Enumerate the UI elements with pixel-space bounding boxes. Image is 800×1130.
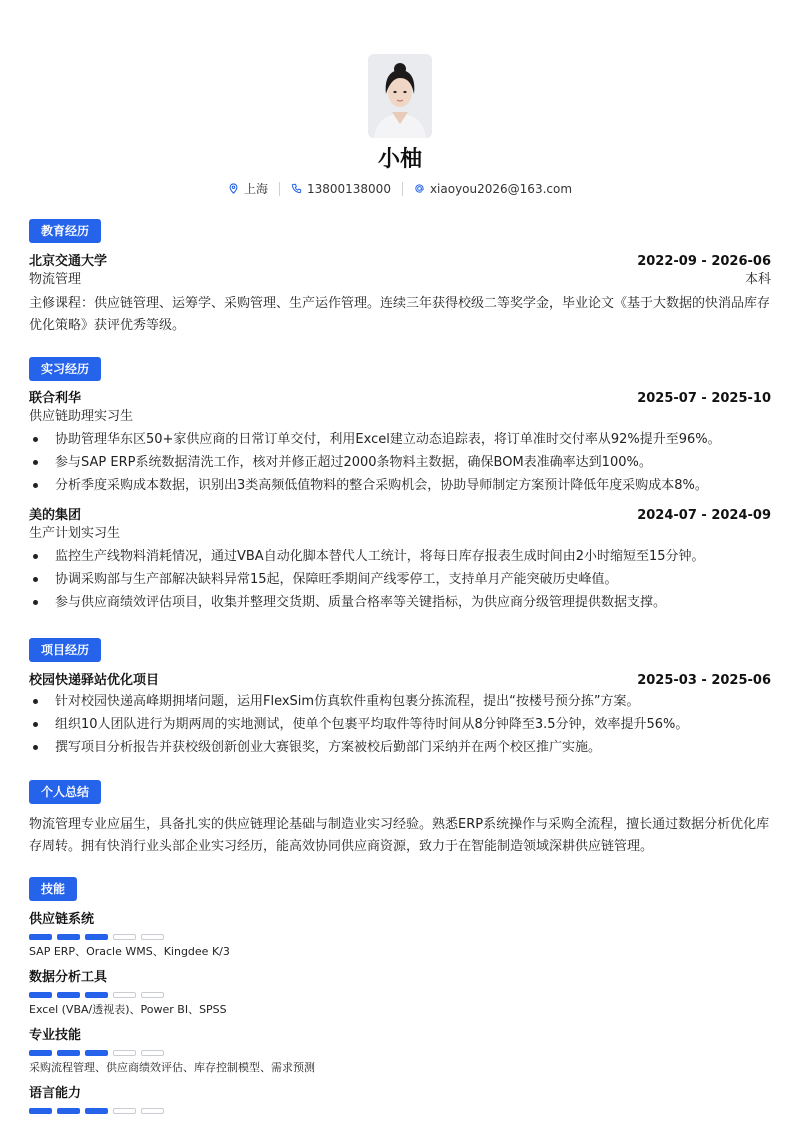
contact-location [217, 180, 279, 197]
list-item: 监控生产线物料消耗情况，通过VBA自动化脚本替代人工统计，将每日库存报表生成时间由2小时缩短至15分钟。 [29, 545, 771, 568]
skill-bar-filled [57, 992, 80, 998]
skill-desc: Excel (VBA/透视表)、Power BI、SPSS [29, 1003, 227, 1016]
summary-section [29, 780, 771, 858]
skill-bar-filled [57, 1108, 80, 1114]
skill-bar-empty [113, 992, 136, 998]
internship-item [29, 390, 771, 497]
internship-role: 供应链助理实习生 [29, 409, 134, 424]
skill-bar-filled [57, 1050, 80, 1056]
internship-date: 2025-07 - 2025-10 [637, 391, 771, 406]
skill-name: 供应链系统 [29, 912, 95, 927]
skill-bar-filled [85, 992, 108, 998]
skill-level-bar [29, 1108, 771, 1114]
list-item: 参与SAP ERP系统数据清洗工作，核对并修正超过2000条物料主数据，确保BOM表准确率达到100%。 [29, 451, 771, 474]
project-date: 2025-03 - 2025-06 [637, 673, 771, 688]
skill-bar-empty [141, 1050, 164, 1056]
list-item: 分析季度采购成本数据，识别出3类高频低值物料的整合采购机会，协助导师制定方案预计降低年度采购成本8%。 [29, 474, 771, 497]
skill-name: 专业技能 [29, 1028, 82, 1043]
list-item: 协助管理华东区50+家供应商的日常订单交付，利用Excel建立动态追踪表，将订单准时交付率从92%提升至96%。 [29, 428, 771, 451]
contact-phone-text: 13800138000 [306, 181, 391, 196]
skill-item [29, 1027, 771, 1076]
phone-icon [291, 183, 302, 194]
contact-email[interactable] [402, 182, 583, 196]
list-item: 参与供应商绩效评估项目，收集并整理交货期、质量合格率等关键指标，为供应商分级管理提供数据支撑。 [29, 591, 771, 614]
internship-header [29, 507, 771, 525]
skill-bar-empty [141, 934, 164, 940]
project-section [29, 638, 771, 759]
education-desc: 主修课程：供应链管理、运筹学、采购管理、生产运作管理。连续三年获得校级二等奖学金，毕业论文《基于大数据的快消品库存优化策略》获评优秀等级。 [29, 296, 771, 333]
section-title-internship: 实习经历 [29, 357, 101, 381]
education-section [29, 219, 771, 337]
skill-bar-filled [85, 1108, 108, 1114]
skill-item [29, 911, 771, 960]
internship-bullets [29, 545, 771, 614]
resume-page [29, 0, 771, 1101]
internship-bullets [29, 428, 771, 497]
skill-name: 语言能力 [29, 1086, 82, 1101]
skill-bar-filled [57, 934, 80, 940]
skill-bar-empty [113, 1050, 136, 1056]
education-date: 2022-09 - 2026-06 [637, 254, 771, 269]
candidate-name: 小柚 [377, 147, 422, 172]
education-major: 物流管理 [29, 272, 82, 287]
school-name: 北京交通大学 [29, 254, 108, 269]
contact-location-text: 上海 [243, 182, 268, 196]
internship-role: 生产计划实习生 [29, 526, 121, 541]
internship-item [29, 507, 771, 614]
internship-date: 2024-07 - 2024-09 [637, 508, 771, 523]
section-title-project: 项目经历 [29, 638, 101, 662]
skill-name: 数据分析工具 [29, 970, 108, 985]
list-item: 协调采购部与生产部解决缺料异常15起，保障旺季期间产线零停工，支持单月产能突破历史峰值。 [29, 568, 771, 591]
education-sub [29, 271, 771, 289]
skills-section [29, 877, 771, 1114]
project-header [29, 672, 771, 690]
skill-level-bar [29, 1050, 771, 1056]
section-title-skills: 技能 [29, 877, 77, 901]
list-item: 组织10人团队进行为期两周的实地测试，使单个包裹平均取件等待时间从8分钟降至3.5分钟，效率提升56%。 [29, 713, 771, 736]
contact-email-text: xiaoyou2026@163.com [429, 181, 573, 196]
skill-item [29, 1085, 771, 1114]
list-item: 针对校园快递高峰期拥堵问题，运用FlexSim仿真软件重构包裹分拣流程，提出“按楼号预分拣”方案。 [29, 690, 771, 713]
skill-desc: SAP ERP、Oracle WMS、Kingdee K/3 [29, 945, 230, 958]
summary-text: 物流管理专业应届生，具备扎实的供应链理论基础与制造业实习经验。熟悉ERP系统操作与采购全流程，擅长通过数据分析优化库存周转。拥有快消行业头部企业实习经历，能高效协同供应商资源，致力于在智能制造领域深耕供应链管理。 [29, 817, 770, 854]
list-item: 撰写项目分析报告并获校级创新创业大赛银奖，方案被校后勤部门采纳并在两个校区推广实施。 [29, 736, 771, 759]
project-bullets [29, 690, 771, 759]
resume-header [29, 54, 771, 197]
avatar [368, 54, 432, 138]
contact-phone[interactable] [279, 182, 402, 196]
skill-level-bar [29, 934, 771, 940]
skill-bar-filled [85, 934, 108, 940]
skill-bar-empty [113, 1108, 136, 1114]
contact-bar [29, 180, 771, 197]
skill-level-bar [29, 992, 771, 998]
skill-bar-empty [141, 1108, 164, 1114]
skill-bar-filled [85, 1050, 108, 1056]
skill-bar-empty [141, 992, 164, 998]
project-name: 校园快递驿站优化项目 [29, 673, 160, 688]
skill-bar-filled [29, 1050, 52, 1056]
internship-header [29, 390, 771, 408]
company-name: 联合利华 [29, 391, 82, 406]
section-title-summary: 个人总结 [29, 780, 101, 804]
section-title-education: 教育经历 [29, 219, 101, 243]
skill-item [29, 969, 771, 1018]
location-icon [228, 183, 239, 194]
skill-bar-filled [29, 992, 52, 998]
skill-bar-filled [29, 1108, 52, 1114]
skill-bar-empty [113, 934, 136, 940]
education-header [29, 253, 771, 271]
skills-list [29, 911, 771, 1114]
skill-bar-filled [29, 934, 52, 940]
at-icon [414, 183, 425, 194]
skill-desc: 采购流程管理、供应商绩效评估、库存控制模型、需求预测 [29, 1061, 315, 1074]
company-name: 美的集团 [29, 508, 82, 523]
education-degree: 本科 [744, 272, 771, 287]
internship-section [29, 357, 771, 614]
